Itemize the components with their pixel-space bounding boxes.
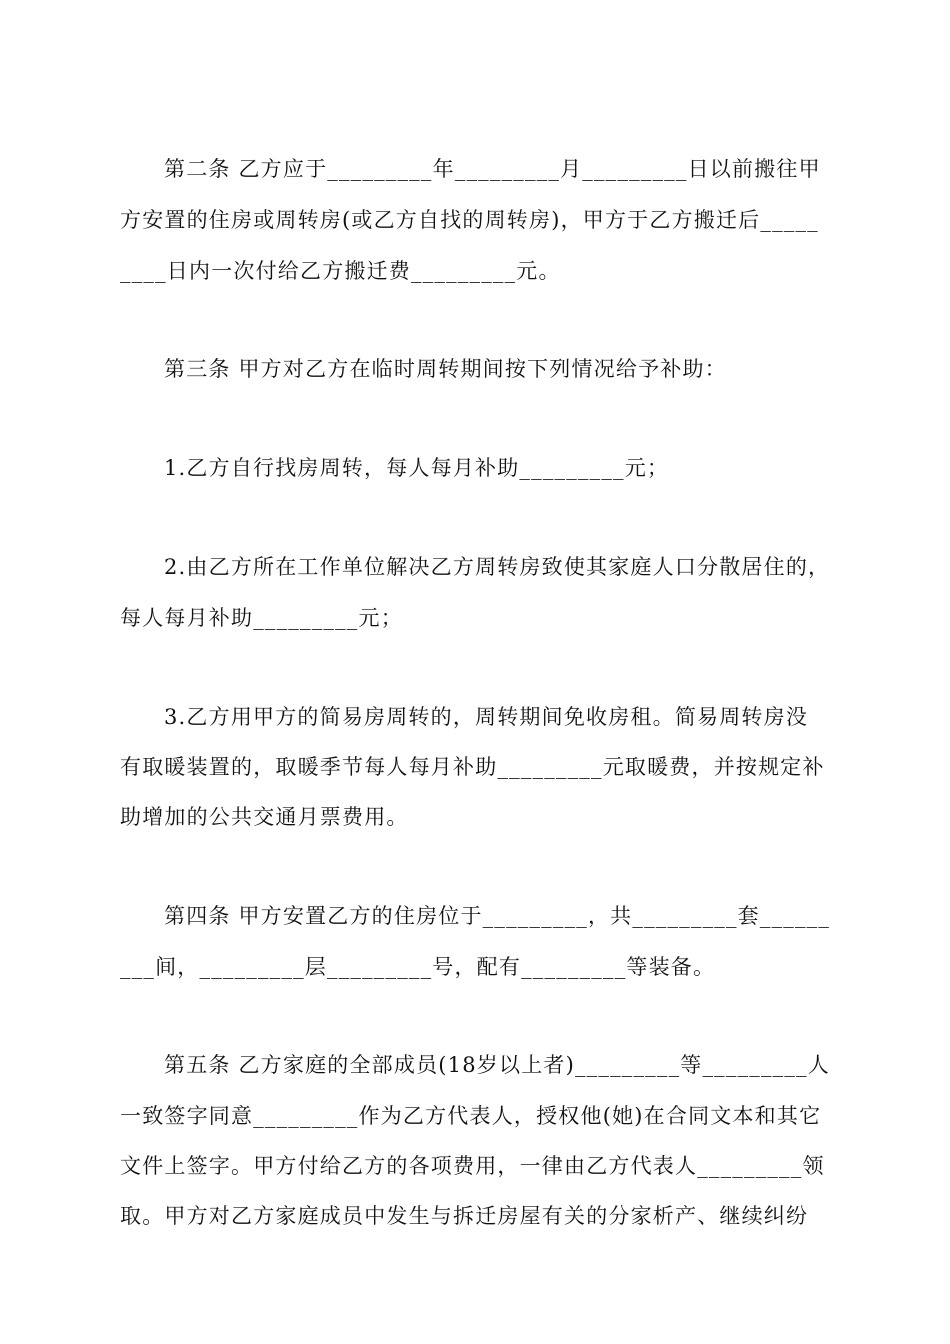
item-2-line-2: 每人每月补助_________元； bbox=[120, 606, 403, 630]
item-3-line-2: 有取暖装置的，取暖季节每人每月补助_________元取暖费，并按规定补 bbox=[120, 755, 825, 779]
article-5-line-1: 第五条 乙方家庭的全部成员(18岁以上者)_________等_________人 bbox=[164, 1053, 830, 1077]
article-4-line-1: 第四条 甲方安置乙方的住房位于_________，共_________套______ bbox=[164, 904, 831, 928]
article-5-line-2: 一致签字同意_________作为乙方代表人，授权他(她)在合同文本和其它 bbox=[120, 1104, 822, 1128]
article-5-line-4: 取。甲方对乙方家庭成员中发生与拆迁房屋有关的分家析产、继续纠纷 bbox=[120, 1204, 809, 1228]
article-5-line-3: 文件上签字。甲方付给乙方的各项费用，一律由乙方代表人_________领 bbox=[120, 1154, 825, 1178]
item-3-line-1: 3.乙方用甲方的简易房周转的，周转期间免收房租。简易周转房没 bbox=[164, 705, 809, 729]
item-3-line-3: 助增加的公共交通月票费用。 bbox=[120, 805, 409, 829]
article-2-line-2: 方安置的住房或周转房(或乙方自找的周转房)，甲方于乙方搬迁后_____ bbox=[120, 208, 819, 232]
article-3-line-1: 第三条 甲方对乙方在临时周转期间按下列情况给予补助： bbox=[164, 357, 727, 381]
article-2-line-1: 第二条 乙方应于_________年_________月_________日以前搬往甲 bbox=[164, 157, 821, 181]
item-1-line-1: 1.乙方自行找房周转，每人每月补助_________元； bbox=[164, 456, 670, 480]
article-2-line-3: ____日内一次付给乙方搬迁费_________元。 bbox=[120, 259, 561, 283]
item-2-line-1: 2.由乙方所在工作单位解决乙方周转房致使其家庭人口分散居住的， bbox=[164, 555, 831, 579]
article-4-line-2: ___间，_________层_________号，配有_________等装备。 bbox=[120, 955, 716, 979]
